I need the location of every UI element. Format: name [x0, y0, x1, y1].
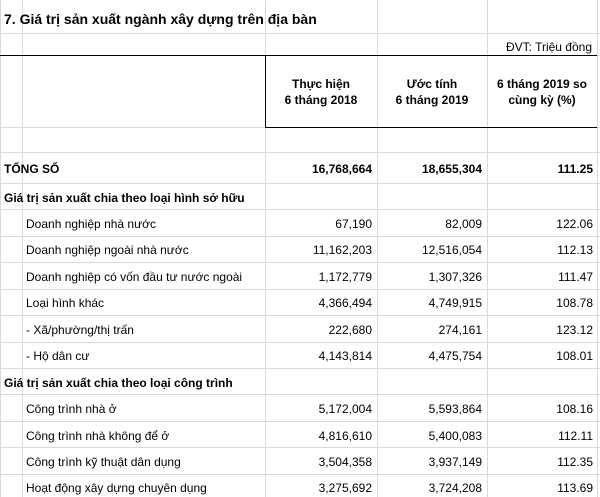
row-value-2018: 11,162,203: [312, 243, 372, 257]
row-label: Loại hình khác: [26, 296, 105, 310]
row-value-2018: 67,190: [335, 217, 372, 231]
row-value-ratio: 112.35: [557, 455, 593, 469]
row-value-ratio: 122.06: [556, 217, 593, 231]
gridline: [0, 421, 600, 422]
row-value-ratio: 108.01: [556, 349, 593, 363]
table-title: 7. Giá trị sản xuất ngành xây dựng trên địa bàn: [4, 11, 317, 27]
row-value-2019: 3,724,208: [428, 481, 482, 495]
row-value-2018: 3,275,692: [318, 481, 372, 495]
row-label: Doanh nghiệp có vốn đầu tư nước ngoài: [26, 270, 243, 284]
row-value-2018: 4,816,610: [318, 429, 372, 443]
total-value-2019: 18,655,304: [421, 162, 482, 176]
header-border-top: [0, 55, 597, 56]
gridline: [0, 0, 1, 497]
total-value-ratio: 111.25: [557, 162, 593, 176]
header-border-bottom: [265, 127, 597, 128]
gridline: [0, 315, 600, 316]
gridline: [0, 33, 600, 34]
row-label: Công trình nhà không để ở: [26, 429, 170, 443]
column-header-2018: Thực hiện 6 tháng 2018: [284, 77, 358, 107]
row-value-2019: 1,307,326: [428, 270, 482, 284]
row-value-2019: 4,475,754: [428, 349, 482, 363]
row-value-2018: 4,366,494: [318, 296, 372, 310]
row-value-ratio: 112.11: [558, 429, 593, 443]
row-value-2019: 274,161: [438, 323, 482, 337]
gridline: [0, 368, 600, 369]
gridline: [0, 183, 600, 184]
row-value-ratio: 112.13: [557, 243, 593, 257]
gridline: [22, 0, 23, 497]
row-value-2018: 4,143,814: [318, 349, 372, 363]
row-value-ratio: 108.78: [556, 296, 593, 310]
gridline: [0, 152, 600, 153]
row-value-2018: 1,172,779: [318, 270, 372, 284]
row-value-ratio: 123.12: [556, 323, 593, 337]
gridline: [0, 209, 600, 210]
section-heading-ownership: Giá trị sản xuất chia theo loại hình sở hữu: [4, 191, 245, 205]
row-value-2019: 82,009: [445, 217, 482, 231]
section-heading-construction-type: Giá trị sản xuất chia theo loại công trình: [4, 376, 233, 390]
row-label: Công trình nhà ở: [26, 402, 117, 416]
total-label: TỔNG SỐ: [4, 162, 60, 176]
row-value-2018: 5,172,004: [318, 402, 372, 416]
row-value-2019: 3,937,149: [428, 455, 482, 469]
row-value-ratio: 113.69: [557, 481, 593, 495]
gridline: [0, 262, 600, 263]
row-value-ratio: 111.47: [558, 270, 593, 284]
row-label: Doanh nghiệp nhà nước: [26, 217, 156, 231]
row-value-2019: 5,400,083: [428, 429, 482, 443]
total-value-2018: 16,768,664: [311, 162, 372, 176]
row-label: - Hộ dân cư: [26, 349, 90, 363]
gridline: [0, 447, 600, 448]
row-label: - Xã/phường/thị trấn: [26, 323, 134, 337]
gridline: [0, 289, 600, 290]
gridline: [0, 236, 600, 237]
row-value-2018: 222,680: [328, 323, 372, 337]
column-header-2019: Ước tính 6 tháng 2019: [395, 77, 469, 107]
row-value-2019: 12,516,054: [421, 243, 482, 257]
gridline: [0, 474, 600, 475]
row-label: Hoạt động xây dựng chuyên dụng: [26, 481, 207, 495]
column-header-ratio: 6 tháng 2019 so cùng kỳ (%): [496, 77, 588, 107]
gridline: [0, 394, 600, 395]
row-label: Doanh nghiệp ngoài nhà nước: [26, 243, 189, 257]
row-value-ratio: 108.16: [556, 402, 593, 416]
row-value-2019: 4,749,915: [428, 296, 482, 310]
row-value-2019: 5,593,864: [428, 402, 482, 416]
gridline: [0, 342, 600, 343]
row-value-2018: 3,504,358: [318, 455, 372, 469]
gridline: [597, 0, 598, 497]
row-label: Công trình kỹ thuật dân dụng: [26, 455, 181, 469]
unit-label: ĐVT: Triệu đồng: [505, 40, 592, 54]
